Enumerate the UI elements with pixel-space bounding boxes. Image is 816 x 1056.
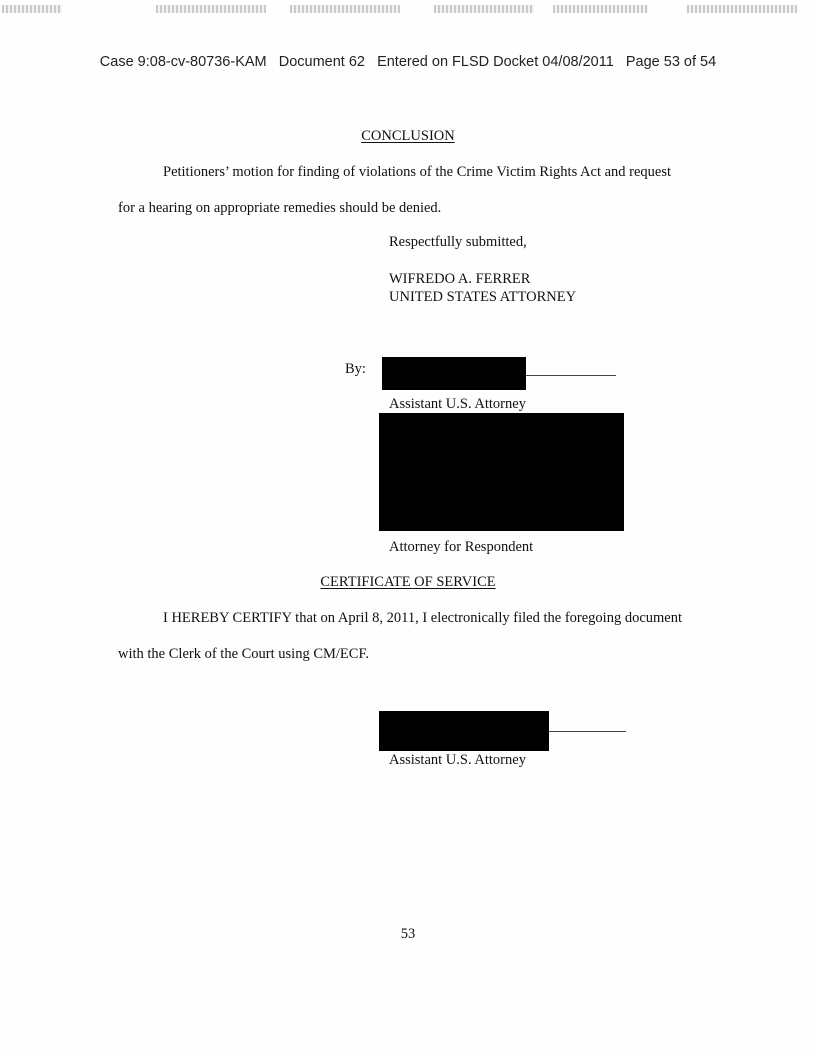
redaction-signature bbox=[382, 357, 526, 390]
closing-text: Respectfully submitted, bbox=[389, 234, 527, 250]
page-of: Page 53 of 54 bbox=[625, 54, 717, 70]
document-number: Document 62 bbox=[278, 54, 365, 70]
redaction-certificate-signature bbox=[379, 711, 549, 751]
certificate-signature-line bbox=[549, 731, 626, 732]
signature-line bbox=[526, 375, 616, 376]
signer-name: WIFREDO A. FERRER bbox=[389, 271, 531, 287]
docket-header bbox=[0, 54, 816, 70]
conclusion-paragraph-line-2: for a hearing on appropriate remedies should be denied. bbox=[118, 200, 442, 216]
page-number: 53 bbox=[400, 926, 416, 942]
by-label: By: bbox=[345, 361, 366, 377]
conclusion-heading: CONCLUSION bbox=[361, 128, 455, 144]
scan-artifact-top bbox=[0, 0, 816, 14]
certificate-heading: CERTIFICATE OF SERVICE bbox=[320, 574, 496, 590]
certificate-line-1: I HEREBY CERTIFY that on April 8, 2011, I electronically filed the foregoing document bbox=[163, 610, 683, 626]
certificate-signer-role: Assistant U.S. Attorney bbox=[389, 752, 526, 768]
signer-title: UNITED STATES ATTORNEY bbox=[389, 289, 577, 305]
certificate-line-2: with the Clerk of the Court using CM/ECF. bbox=[118, 646, 369, 662]
signer-role: Assistant U.S. Attorney bbox=[389, 396, 526, 412]
docket-entry: Entered on FLSD Docket 04/08/2011 bbox=[377, 54, 614, 70]
case-number: Case 9:08-cv-80736-KAM bbox=[99, 54, 267, 70]
attorney-for-label: Attorney for Respondent bbox=[389, 539, 534, 555]
conclusion-paragraph-line-1: Petitioners’ motion for finding of violations of the Crime Victim Rights Act and request bbox=[163, 164, 672, 180]
redaction-contact-block bbox=[379, 413, 624, 531]
